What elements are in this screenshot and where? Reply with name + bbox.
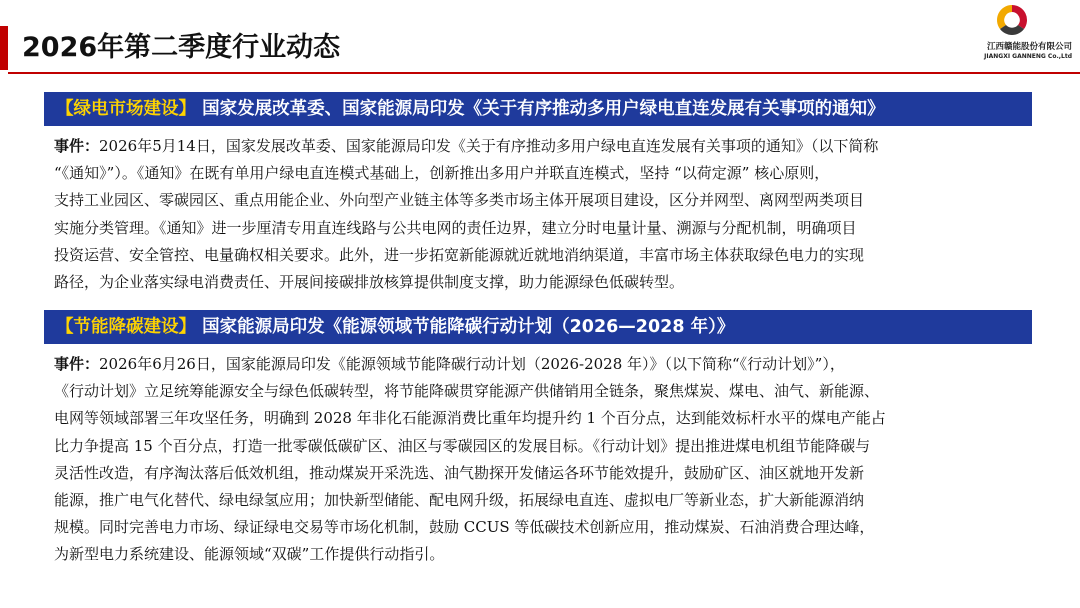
title-accent-bar [0,26,8,70]
body-line: 路径，为企业落实绿电消费责任、开展间接碳排放核算提供制度支撑，助力能源绿色低碳转型。 [54,273,685,292]
section-tag: 【节能降碳建设】 [56,317,196,337]
section-banner-energy-saving [44,310,1032,344]
body-line: 灵活性改造，有序淘汰落后低效机组，推动煤炭开采洗选、油气勘探开发储运各环节能效提升，鼓励矿区、油区就地开发新 [54,463,865,482]
section-headline: 国家能源局印发《能源领域节能降碳行动计划（2026—2028 年）》 [202,317,735,337]
body-line: 投资运营、安全管控、电量确权相关要求。此外，进一步拓宽新能源就近就地消纳渠道，丰富市场主体获取绿色电力的实现 [54,245,865,264]
body-line: 为新型电力系统建设、能源领域“双碳”工作提供行动指引。 [54,545,445,564]
company-name-cn: 江西赣能股份有限公司 [986,42,1072,52]
event-label: 事件： [54,137,100,155]
body-line: 《行动计划》立足统筹能源安全与绿色低碳转型，将节能降碳贯穿能源产供储销用全链条，聚焦煤炭、煤电、油气、新能源、 [54,382,880,401]
body-line: 事件：2026年5月14日，国家发展改革委、国家能源局印发《关于有序推动多用户绿电直连发展有关事项的通知》（以下简称 [54,137,879,155]
body-line: 能源，推广电气化替代、绿电绿氢应用；加快新型储能、配电网升级，拓展绿电直连、虚拟电厂等新业态，扩大新能源消纳 [54,491,865,510]
company-logo [952,2,1072,66]
section-banner-green-power [44,92,1032,126]
page-title: 2026年第二季度行业动态 [22,32,341,63]
section-body-green-power [54,133,1046,296]
section-body-energy-saving [54,351,1046,569]
event-label: 事件： [54,355,100,373]
body-line: 规模。同时完善电力市场、绿证绿电交易等市场化机制，鼓励 CCUS 等低碳技术创新应用，推动煤炭、石油消费合理达峰， [54,518,875,537]
title-divider [8,72,1080,74]
company-logo-mark [992,2,1032,38]
body-line: 比力争提高 15 个百分点，打造一批零碳低碳矿区、油区与零碳园区的发展目标。《行动计划》提出推进煤电机组节能降碳与 [54,436,871,455]
body-line: 实施分类管理。《通知》进一步厘清专用直连线路与公共电网的责任边界，建立分时电量计量、溯源与分配机制，明确项目 [54,218,857,237]
company-name-en: JIANGXI GANNENG Co.,Ltd [984,53,1072,60]
body-line: 事件：2026年6月26日，国家能源局印发《能源领域节能降碳行动计划（2026-2028 年）》（以下简称“《行动计划》”）， [54,355,845,373]
section-tag: 【绿电市场建设】 [56,99,196,119]
section-headline: 国家发展改革委、国家能源局印发《关于有序推动多用户绿电直连发展有关事项的通知》 [202,99,885,119]
body-line: “《通知》”）。《通知》在既有单用户绿电直连模式基础上，创新推出多用户并联直连模式，坚持 “以荷定源” 核心原则， [54,164,830,183]
body-line: 支持工业园区、零碳园区、重点用能企业、外向型产业链主体等多类市场主体开展项目建设，区分并网型、离网型两类项目 [54,191,865,210]
body-line: 电网等领域部署三年攻坚任务，明确到 2028 年非化石能源消费比重年均提升约 1 个百分点，达到能效标杆水平的煤电产能占 [54,409,886,428]
